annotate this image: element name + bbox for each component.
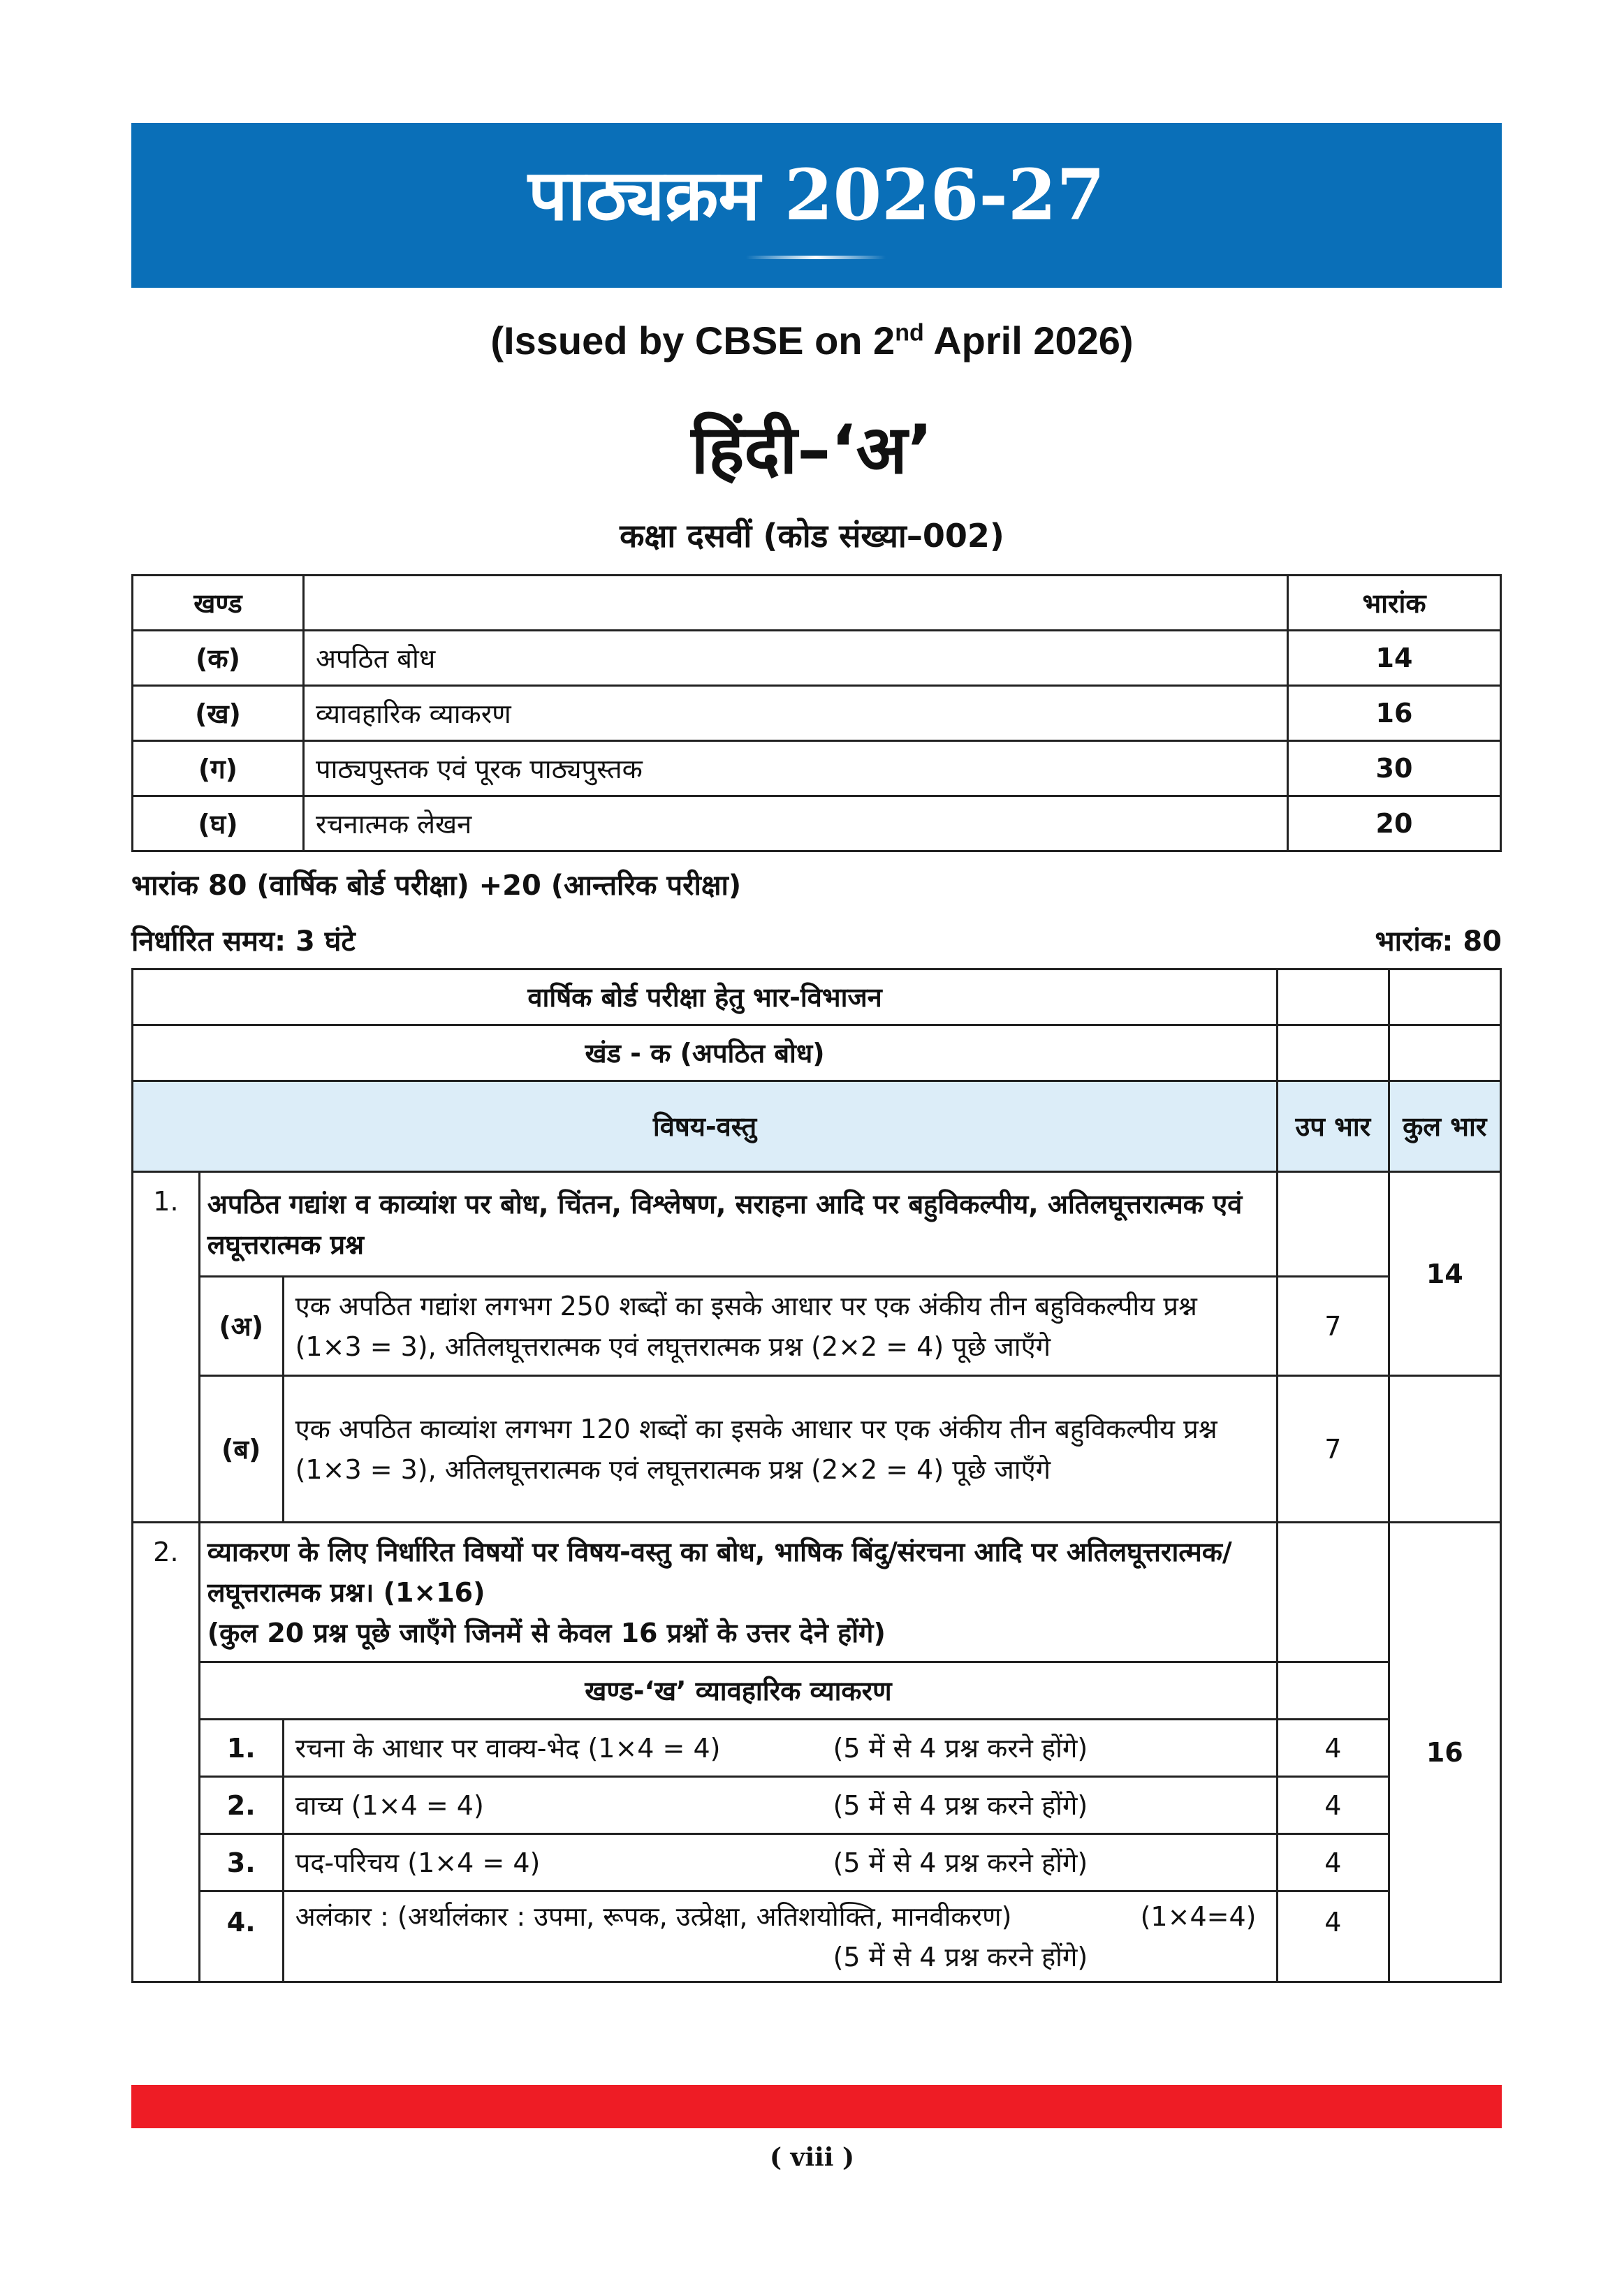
section-marks: 14 — [1288, 631, 1501, 686]
empty-cell — [1278, 1172, 1389, 1277]
section-marks: 20 — [1288, 796, 1501, 851]
table-row — [133, 741, 1501, 796]
class-code-line: कक्षा दसवीं (कोड संख्या–002) — [620, 517, 1004, 555]
sections-table — [131, 574, 1502, 852]
section-marks: 30 — [1288, 741, 1501, 796]
section-b-title: खण्ड-‘ख’ व्यावहारिक व्याकरण — [199, 1662, 1277, 1720]
part-code: (ब) — [199, 1376, 283, 1523]
item-note: (5 में से 4 प्रश्न करने होंगे) — [833, 1941, 1088, 1972]
subject-title: हिंदी–‘अ’ — [691, 411, 933, 489]
col-total-header: कुल भार — [1389, 1081, 1500, 1172]
q1-row — [133, 1172, 1501, 1277]
q2-item-row — [133, 1720, 1501, 1777]
header-cell — [304, 576, 1288, 631]
banner-underline — [746, 256, 886, 259]
q2-item-row — [133, 1777, 1501, 1834]
q2-item-row — [133, 1891, 1501, 1982]
item-text: अलंकार : (अर्थालंकार : उपमा, रूपक, उत्प्रेक्षा, अतिशयोक्ति, मानवीकरण) — [295, 1901, 1012, 1932]
table-header-row — [133, 576, 1501, 631]
item-text: रचना के आधार पर वाक्य-भेद (1×4 = 4) — [295, 1732, 721, 1764]
q1-part-b-row — [133, 1376, 1501, 1523]
q1-number: 1. — [133, 1172, 200, 1523]
table-row — [133, 631, 1501, 686]
item-number: 4. — [199, 1891, 283, 1982]
issued-text: (Issued by CBSE on 2 — [490, 319, 895, 363]
q1-part-a-row — [133, 1277, 1501, 1376]
item-number: 2. — [199, 1777, 283, 1834]
section-marks: 16 — [1288, 686, 1501, 741]
item-sub-marks: 4 — [1278, 1720, 1389, 1777]
page-title: पाठ्यक्रम 2026-27 — [528, 154, 1105, 236]
section-name: अपठित बोध — [304, 631, 1288, 686]
item-note: (5 में से 4 प्रश्न करने होंगे) — [833, 1847, 1088, 1878]
time-label: निर्धारित समय: 3 घंटे — [131, 925, 356, 958]
empty-cell — [1389, 1376, 1500, 1523]
q2-number: 2. — [133, 1523, 200, 1982]
section-a-title: खंड - क (अपठित बोध) — [133, 1025, 1278, 1081]
section-a-row — [133, 1025, 1501, 1081]
empty-cell — [1278, 1523, 1389, 1662]
table-row — [133, 796, 1501, 851]
item-note: (5 में से 4 प्रश्न करने होंगे) — [833, 1732, 1088, 1764]
item-note: (5 में से 4 प्रश्न करने होंगे) — [833, 1789, 1088, 1821]
col-content-header: विषय-वस्तु — [133, 1081, 1278, 1172]
section-code: (क) — [133, 631, 304, 686]
section-code: (घ) — [133, 796, 304, 851]
section-b-row — [133, 1662, 1501, 1720]
section-code: (ग) — [133, 741, 304, 796]
header-cell: भारांक — [1288, 576, 1501, 631]
q2-item-row — [133, 1834, 1501, 1891]
part-sub-marks: 7 — [1278, 1277, 1389, 1376]
header-cell: खण्ड — [133, 576, 304, 631]
q2-text-cell — [199, 1523, 1277, 1662]
page-number: ( viii ) — [769, 2143, 855, 2172]
section-name: पाठ्यपुस्तक एवं पूरक पाठ्यपुस्तक — [304, 741, 1288, 796]
empty-cell — [1389, 969, 1500, 1025]
q2-row — [133, 1523, 1501, 1662]
weightage-table — [131, 968, 1502, 1983]
part-text: एक अपठित गद्यांश लगभग 250 शब्दों का इसके आधार पर एक अंकीय तीन बहुविकल्पीय प्रश्न (1×3 = 3), अतिलघूत्तरात्मक एवं लघूत्तरात्मक प्रश्न (2×2 = 4) पूछे जाएँगे — [283, 1277, 1278, 1376]
item-text-cell — [283, 1891, 1278, 1982]
item-extra: (1×4=4) — [1140, 1901, 1257, 1932]
item-text-cell — [283, 1834, 1278, 1891]
section-name: रचनात्मक लेखन — [304, 796, 1288, 851]
part-code: (अ) — [199, 1277, 283, 1376]
item-sub-marks: 4 — [1278, 1891, 1389, 1982]
total-marks-label: भारांक: 80 — [1375, 925, 1502, 958]
item-number: 1. — [199, 1720, 283, 1777]
q2-text: व्याकरण के लिए निर्धारित विषयों पर विषय-वस्तु का बोध, भाषिक बिंदु/संरचना आदि पर अतिलघूत्तरात्मक/लघूत्तरात्मक प्रश्न। (1×16) — [207, 1536, 1232, 1608]
item-text-cell — [283, 1777, 1278, 1834]
header-banner — [131, 123, 1502, 288]
item-sub-marks: 4 — [1278, 1777, 1389, 1834]
q2-total: 16 — [1389, 1523, 1500, 1982]
empty-cell — [1278, 1662, 1389, 1720]
issued-sup: nd — [895, 319, 924, 346]
q2-note: (कुल 20 प्रश्न पूछे जाएँगे जिनमें से केवल 16 प्रश्नों के उत्तर देने होंगे) — [207, 1617, 886, 1648]
q1-total: 14 — [1389, 1172, 1500, 1376]
footer-bar — [131, 2085, 1502, 2128]
section-code: (ख) — [133, 686, 304, 741]
column-header-row — [133, 1081, 1501, 1172]
item-text: पद-परिचय (1×4 = 4) — [295, 1847, 541, 1878]
empty-cell — [1278, 1025, 1389, 1081]
issued-line — [0, 318, 1624, 363]
part-sub-marks: 7 — [1278, 1376, 1389, 1523]
empty-cell — [1278, 969, 1389, 1025]
item-text-cell — [283, 1720, 1278, 1777]
issued-text-end: April 2026) — [923, 319, 1134, 363]
marks-note: भारांक 80 (वार्षिक बोर्ड परीक्षा) +20 (आन्तरिक परीक्षा) — [131, 870, 742, 902]
col-sub-header: उप भार — [1278, 1081, 1389, 1172]
q1-text: अपठित गद्यांश व काव्यांश पर बोध, चिंतन, विश्लेषण, सराहना आदि पर बहुविकल्पीय, अतिलघूत्तरात्मक एवं लघूत्तरात्मक प्रश्न — [199, 1172, 1277, 1277]
item-number: 3. — [199, 1834, 283, 1891]
weightage-title: वार्षिक बोर्ड परीक्षा हेतु भार-विभाजन — [133, 969, 1278, 1025]
empty-cell — [1389, 1025, 1500, 1081]
part-text: एक अपठित काव्यांश लगभग 120 शब्दों का इसके आधार पर एक अंकीय तीन बहुविकल्पीय प्रश्न (1×3 = 3), अतिलघूत्तरात्मक एवं लघूत्तरात्मक प्रश्न (2×2 = 4) पूछे जाएँगे — [283, 1376, 1278, 1523]
section-name: व्यावहारिक व्याकरण — [304, 686, 1288, 741]
item-sub-marks: 4 — [1278, 1834, 1389, 1891]
weightage-title-row — [133, 969, 1501, 1025]
table-row — [133, 686, 1501, 741]
item-text: वाच्य (1×4 = 4) — [295, 1789, 484, 1821]
